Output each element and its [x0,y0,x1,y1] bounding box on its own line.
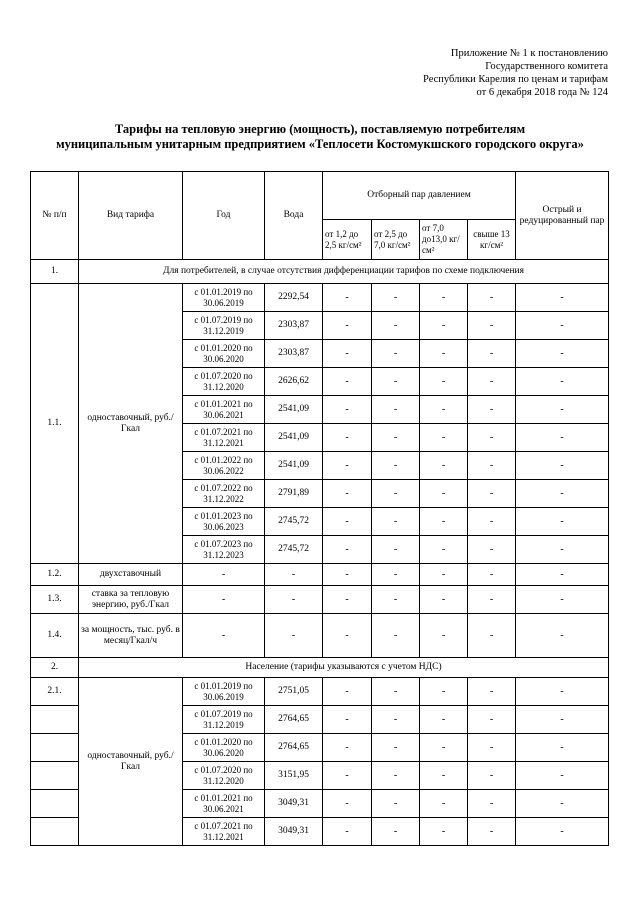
dash-cell: - [323,480,372,508]
dash-cell: - [183,586,265,614]
period-cell: с 01.01.2021 по 30.06.2021 [183,396,265,424]
header-water: Вода [265,172,323,260]
dash-cell: - [420,536,468,564]
dash-cell: - [265,614,323,658]
dash-cell: - [468,508,516,536]
dash-cell: - [516,706,609,734]
period-cell: с 01.01.2020 по 30.06.2020 [183,734,265,762]
dash-cell: - [372,734,420,762]
row-num [31,790,79,818]
water-value: 2303,87 [265,340,323,368]
water-value: 2745,72 [265,536,323,564]
dash-cell: - [516,284,609,312]
dash-cell: - [265,564,323,586]
period-cell: с 01.07.2021 по 31.12.2021 [183,424,265,452]
dash-cell: - [372,564,420,586]
water-value: 2745,72 [265,508,323,536]
water-value: 2541,09 [265,452,323,480]
dash-cell: - [516,312,609,340]
dash-cell: - [372,284,420,312]
dash-cell: - [516,480,609,508]
period-cell: с 01.01.2021 по 30.06.2021 [183,790,265,818]
appendix-line: Государственного комитета [485,61,608,72]
dash-cell: - [183,614,265,658]
header-type: Вид тарифа [79,172,183,260]
dash-cell: - [372,368,420,396]
header-pressure-3: от 7,0 до13,0 кг/см² [420,220,468,260]
header-pressure-4: свыше 13 кг/см² [468,220,516,260]
dash-cell: - [323,818,372,846]
dash-cell: - [468,790,516,818]
dash-cell: - [323,368,372,396]
dash-cell: - [420,614,468,658]
dash-cell: - [516,678,609,706]
dash-cell: - [516,790,609,818]
water-value: 2791,89 [265,480,323,508]
dash-cell: - [323,536,372,564]
appendix-line: Республики Карелия по ценам и тарифам [423,74,608,85]
table-row [31,284,609,312]
appendix-line: Приложение № 1 к постановлению [450,48,608,59]
period-cell: с 01.01.2019 по 30.06.2019 [183,284,265,312]
water-value: 3151,95 [265,762,323,790]
dash-cell: - [420,564,468,586]
dash-cell: - [468,706,516,734]
dash-cell: - [516,452,609,480]
dash-cell: - [516,614,609,658]
dash-cell: - [516,396,609,424]
dash-cell: - [372,586,420,614]
dash-cell: - [323,614,372,658]
tariff-type: одноставочный, руб./Гкал [79,678,183,846]
title-line: муниципальным унитарным предприятием «Теплосети Костомукшского городского округа» [56,137,584,151]
dash-cell: - [420,396,468,424]
dash-cell: - [323,340,372,368]
dash-cell: - [420,706,468,734]
dash-cell: - [323,312,372,340]
period-cell: с 01.07.2020 по 31.12.2020 [183,368,265,396]
dash-cell: - [468,818,516,846]
dash-cell: - [323,508,372,536]
row-num [31,818,79,846]
dash-cell: - [420,678,468,706]
row-num: 1.4. [31,614,79,658]
water-value: 2541,09 [265,424,323,452]
dash-cell: - [323,678,372,706]
dash-cell: - [323,586,372,614]
dash-cell: - [372,340,420,368]
dash-cell: - [323,452,372,480]
section-row [31,260,609,284]
dash-cell: - [323,284,372,312]
dash-cell: - [468,340,516,368]
dash-cell: - [468,368,516,396]
dash-cell: - [468,424,516,452]
water-value: 2292,54 [265,284,323,312]
period-cell: с 01.07.2019 по 31.12.2019 [183,706,265,734]
dash-cell: - [323,396,372,424]
dash-cell: - [468,396,516,424]
header-sharp-steam: Острый и редуцированный пар [516,172,609,260]
water-value: 2541,09 [265,396,323,424]
dash-cell: - [265,586,323,614]
tariff-type: за мощность, тыс. руб. в месяц/Гкал/ч [79,614,183,658]
section-row [31,658,609,678]
dash-cell: - [420,312,468,340]
dash-cell: - [420,508,468,536]
header-pressure-1: от 1,2 до 2,5 кг/см² [323,220,372,260]
water-value: 2303,87 [265,312,323,340]
dash-cell: - [420,762,468,790]
dash-cell: - [516,368,609,396]
period-cell: с 01.07.2019 по 31.12.2019 [183,312,265,340]
appendix-line: от 6 декабря 2018 года № 124 [476,87,608,98]
dash-cell: - [516,734,609,762]
dash-cell: - [516,536,609,564]
dash-cell: - [372,396,420,424]
dash-cell: - [468,734,516,762]
dash-cell: - [372,536,420,564]
appendix-note [380,47,608,99]
period-cell: с 01.07.2021 по 31.12.2021 [183,818,265,846]
dash-cell: - [468,614,516,658]
tariff-table [30,171,609,846]
dash-cell: - [372,480,420,508]
dash-cell: - [420,734,468,762]
dash-cell: - [468,284,516,312]
period-cell: с 01.01.2022 по 30.06.2022 [183,452,265,480]
period-cell: с 01.07.2022 по 31.12.2022 [183,480,265,508]
title-line: Тарифы на тепловую энергию (мощность), поставляемую потребителям [114,122,526,136]
dash-cell: - [372,678,420,706]
dash-cell: - [516,586,609,614]
row-num [31,734,79,762]
dash-cell: - [420,368,468,396]
dash-cell: - [516,508,609,536]
dash-cell: - [516,424,609,452]
table-row [31,564,609,586]
row-num [31,706,79,734]
dash-cell: - [323,790,372,818]
header-steam: Отборный пар давлением [323,172,516,220]
dash-cell: - [420,790,468,818]
dash-cell: - [468,312,516,340]
row-num: 1.1. [31,284,79,564]
water-value: 2626,62 [265,368,323,396]
tariff-type: одноставочный, руб./Гкал [79,284,183,564]
dash-cell: - [372,762,420,790]
dash-cell: - [468,452,516,480]
dash-cell: - [183,564,265,586]
dash-cell: - [420,452,468,480]
water-value: 3049,31 [265,818,323,846]
table-row [31,586,609,614]
dash-cell: - [420,424,468,452]
dash-cell: - [372,614,420,658]
dash-cell: - [516,762,609,790]
dash-cell: - [420,284,468,312]
dash-cell: - [468,480,516,508]
dash-cell: - [420,480,468,508]
section-num: 1. [31,260,79,284]
dash-cell: - [516,564,609,586]
row-num: 1.2. [31,564,79,586]
dash-cell: - [468,762,516,790]
header-num: № п/п [31,172,79,260]
period-cell: с 01.01.2023 по 30.06.2023 [183,508,265,536]
period-cell: с 01.01.2020 по 30.06.2020 [183,340,265,368]
dash-cell: - [323,734,372,762]
tariff-type: двухставочный [79,564,183,586]
period-cell: с 01.07.2023 по 31.12.2023 [183,536,265,564]
dash-cell: - [323,424,372,452]
table-row [31,678,609,706]
dash-cell: - [372,706,420,734]
header-row [31,172,609,220]
dash-cell: - [468,564,516,586]
dash-cell: - [468,678,516,706]
dash-cell: - [516,340,609,368]
water-value: 2764,65 [265,734,323,762]
dash-cell: - [372,424,420,452]
dash-cell: - [323,706,372,734]
dash-cell: - [372,790,420,818]
tariff-type: ставка за тепловую энергию, руб./Гкал [79,586,183,614]
period-cell: с 01.07.2020 по 31.12.2020 [183,762,265,790]
document-title [20,122,620,152]
section-label: Население (тарифы указываются с учетом НДС) [79,658,609,678]
header-year: Год [183,172,265,260]
dash-cell: - [516,818,609,846]
dash-cell: - [468,586,516,614]
dash-cell: - [420,818,468,846]
water-value: 2751,05 [265,678,323,706]
water-value: 2764,65 [265,706,323,734]
header-pressure-2: от 2,5 до 7,0 кг/см² [372,220,420,260]
dash-cell: - [468,536,516,564]
water-value: 3049,31 [265,790,323,818]
dash-cell: - [372,312,420,340]
dash-cell: - [372,508,420,536]
dash-cell: - [372,818,420,846]
row-num: 1.3. [31,586,79,614]
period-cell: с 01.01.2019 по 30.06.2019 [183,678,265,706]
table-row [31,614,609,658]
section-label: Для потребителей, в случае отсутствия дифференциации тарифов по схеме подключения [79,260,609,284]
dash-cell: - [420,340,468,368]
section-num: 2. [31,658,79,678]
row-num: 2.1. [31,678,79,706]
dash-cell: - [323,762,372,790]
dash-cell: - [420,586,468,614]
row-num [31,762,79,790]
dash-cell: - [323,564,372,586]
dash-cell: - [372,452,420,480]
